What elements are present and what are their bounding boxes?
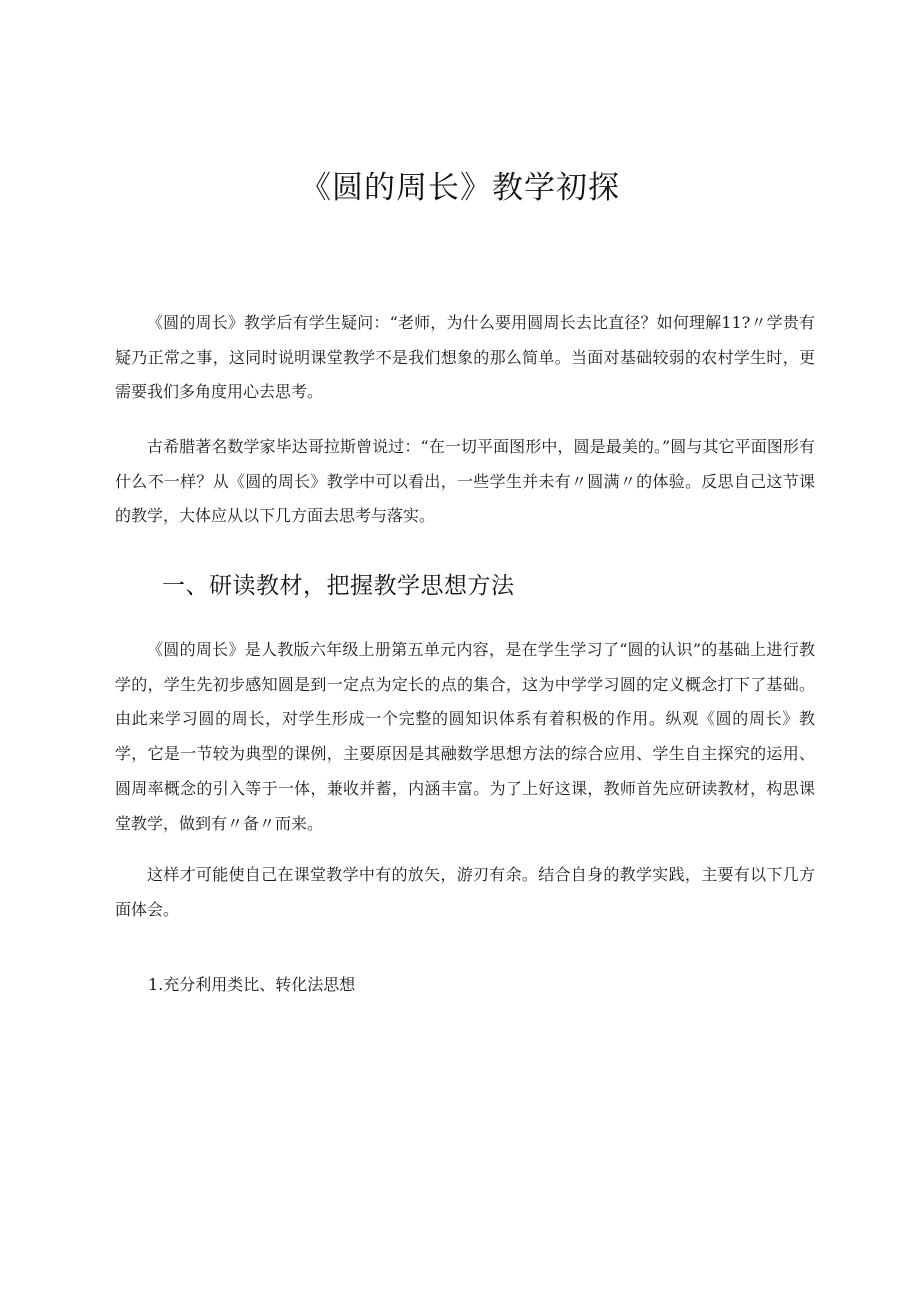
section-heading: 一、研读教材，把握教学思想方法 <box>162 573 515 599</box>
section-paragraph-2: 这样才可能使自己在课堂教学中有的放矢，游刃有余。结合自身的教学实践，主要有以下几方面体会。 <box>115 865 815 919</box>
intro-paragraph-2: 古希腊著名数学家毕达哥拉斯曾说过：“在一切平面图形中，圆是最美的。”圆与其它平面图形有什么不一样？从《圆的周长》教学中可以看出，一些学生并未有〃圆满〃的体验。反思自己这节课的教学，大体应从以下几方面去思考与落实。 <box>115 437 815 526</box>
document-title: 《圆的周长》教学初探 <box>300 170 620 206</box>
subsection-heading: 1.充分利用类比、转化法思想 <box>148 975 356 994</box>
section-paragraph-1: 《圆的周长》是人教版六年级上册第五单元内容，是在学生学习了“圆的认识”的基础上进行教学的，学生先初步感知圆是到一定点为定长的点的集合，这为中学学习圆的定义概念打下了基础。由此来学习圆的周长，对学生形成一个完整的圆知识体系有着积极的作用。纵观《圆的周长》教学，它是一节较为典型的课例，主要原因是其融数学思想方法的综合应用、学生自主探究的运用、圆周率概念的引入等于一体，兼收并蓄，内涵丰富。为了上好这课，教师首先应研读教材，构思课堂教学，做到有〃备〃而来。 <box>115 640 815 833</box>
intro-paragraph-1: 《圆的周长》教学后有学生疑问：“老师，为什么要用圆周长去比直径？如何理解11?〃学贵有疑乃正常之事，这同时说明课堂教学不是我们想象的那么简单。当面对基础较弱的农村学生时，更需要我们多角度用心去思考。 <box>115 313 815 402</box>
